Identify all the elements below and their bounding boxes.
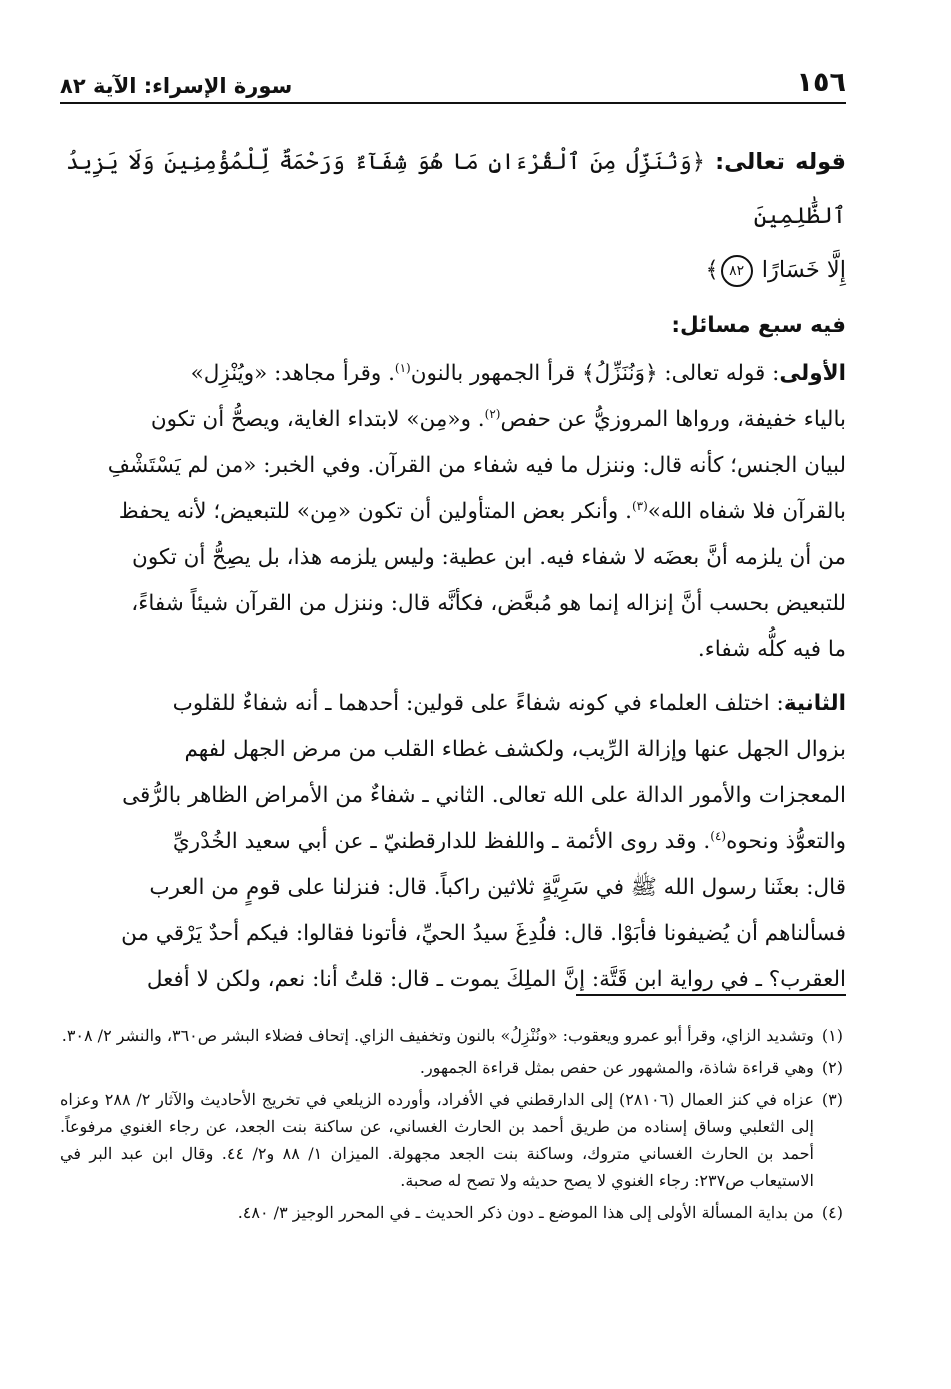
first-issue-text: . و«مِن» لابتداء الغاية، ويصحُّ أن تكون bbox=[150, 407, 485, 432]
running-title: سورة الإسراء: الآية ٨٢ bbox=[60, 74, 293, 98]
first-issue-line-2 bbox=[66, 397, 846, 443]
verse-line-1 bbox=[66, 135, 846, 243]
footnote-text: وهي قراءة شاذة، والمشهور عن حفص بمثل قراءة الجمهور. bbox=[419, 1058, 814, 1077]
first-issue-text: . وأنكر بعض المتأولين أن تكون «مِن» للتبعيض؛ لأنه يحفظ bbox=[118, 499, 632, 524]
footnote bbox=[60, 1054, 843, 1081]
issues-heading: فيه سبع مسائل: bbox=[671, 313, 846, 338]
footnote-ref-1: (١) bbox=[394, 360, 411, 375]
main-text bbox=[66, 135, 846, 1003]
footnotes bbox=[60, 1022, 843, 1231]
footnote-separator bbox=[576, 994, 846, 996]
first-issue-line-1 bbox=[66, 351, 846, 397]
footnote-number: (٣) bbox=[821, 1090, 843, 1109]
first-issue-line-5: من أن يلزمه أنَّ بعضَه لا شفاء فيه. ابن عطية: وليس يلزمه هذا، بل يصِحُّ أن تكون bbox=[132, 545, 846, 570]
footnote-number: (١) bbox=[821, 1026, 843, 1045]
second-issue-line-3: المعجزات والأمور الدالة على الله تعالى. الثاني ـ شفاءٌ من الأمراض الظاهر بالرُّقى bbox=[122, 783, 846, 808]
second-issue-line-7: العقرب؟ ـ في رواية ابن قَتَّة: إنَّ الملِكَ يموت ـ قال: قلتُ أنا: نعم، ولكن لا أفعل bbox=[146, 967, 846, 992]
first-issue-line-4 bbox=[66, 489, 846, 535]
second-issue-line-5: قال: بعثَنا رسول الله ﷺ في سَرِيَّةٍ ثلاثين راكباً. قال: فنزلنا على قومٍ من العرب bbox=[149, 875, 846, 900]
first-issue-line-3: لبيان الجنس؛ كأنه قال: وننزل ما فيه شفاء من القرآن. وفي الخبر: «من لم يَسْتَشْفِ bbox=[107, 453, 846, 478]
ayah-number-mark: ٨٢ bbox=[721, 255, 753, 287]
first-issue-text: بالقرآن فلا شفاه الله» bbox=[647, 499, 846, 524]
footnote-text: وتشديد الزاي، وقرأ أبو عمرو ويعقوب: «ونُنْزِلُ» بالنون وتخفيف الزاي. إتحاف فضلاء البشر ص٣٦٠، والنشر ٢/ ٣٠٨. bbox=[61, 1026, 814, 1045]
footnote bbox=[60, 1022, 843, 1049]
second-issue-line-4 bbox=[66, 819, 846, 865]
second-issue-text: : اختلف العلماء في كونه شفاءً على قولين: أحدهما ـ أنه شفاءٌ للقلوب bbox=[172, 691, 784, 716]
second-issue-line-1 bbox=[66, 681, 846, 727]
first-issue-text: بالياء خفيفة، ورواها المروزيُّ عن حفص bbox=[500, 407, 846, 432]
verse-close: ﴾ bbox=[705, 257, 719, 283]
footnote-text: من بداية المسألة الأولى إلى هذا الموضع ـ دون ذكر الحديث ـ في المحرر الوجيز ٣/ ٤٨٠. bbox=[237, 1203, 814, 1222]
footnote-number: (٤) bbox=[821, 1203, 843, 1222]
second-issue-text: والتعوُّذ ونحوه bbox=[726, 829, 846, 854]
verse-text-2: إِلَّا خَسَارًا bbox=[761, 257, 846, 283]
page-number: ١٥٦ bbox=[796, 67, 846, 98]
first-issue-lead: الأولى bbox=[779, 361, 846, 386]
header-rule bbox=[60, 102, 846, 104]
footnote bbox=[60, 1199, 843, 1226]
footnote-ref-2: (٢) bbox=[484, 406, 501, 421]
first-issue-line-6: للتبعيض بحسب أنَّ إنزاله إنما هو مُبعَّض، فكأنَّه قال: وننزل من القرآن شيئاً شفاءً، bbox=[131, 591, 846, 616]
second-issue-line-6: فسألناهم أن يُضيفونا فأبَوْا. قال: فلُدِغَ سيدُ الحيِّ، فأتونا فقالوا: فيكم أحدٌ يَرْقي من bbox=[121, 921, 846, 946]
footnote-ref-4: (٤) bbox=[710, 828, 727, 843]
first-issue-text: : قوله تعالى: ﴿وَنُنَزِّلُ﴾ قرأ الجمهور بالنون bbox=[410, 361, 780, 386]
second-issue-lead: الثانية bbox=[783, 691, 846, 716]
footnote bbox=[60, 1086, 843, 1194]
verse-line-2 bbox=[66, 243, 846, 297]
first-issue-line-7: ما فيه كلُّه شفاء. bbox=[697, 637, 846, 662]
footnote-ref-3: (٣) bbox=[631, 498, 648, 513]
first-issue-text: . وقرأ مجاهد: «ويُنْزِل» bbox=[190, 361, 395, 386]
second-issue-text: . وقد روى الأئمة ـ واللفظ للدارقطنيّ ـ عن أبي سعيد الخُدْريِّ bbox=[172, 829, 711, 854]
verse-text-1: ﴿وَنُنَزِّلُ مِنَ ٱلْقُرْءَانِ مَا هُوَ شِفَآءٌ وَرَحْمَةٌ لِّلْمُؤْمِنِينَ وَلَا يَزِيدُ ٱلظَّٰلِمِينَ bbox=[66, 149, 846, 229]
footnote-text: عزاه في كنز العمال (٢٨١٠٦) إلى الدارقطني في الأفراد، وأورده الزيلعي في تخريج الأحاديث والآثار ٢/ ٢٨٨ وعزاه إلى الثعلبي وساق إسناده من طريق أحمد بن الحارث الغساني، عن ساكنة بنت الجعد، عن رجاء الغنوي مرفوعاً. أحمد بن الحارث الغساني متروك، وساكنة بنت الجعد مجهولة. الميزان ١/ ٨٨ و٢/ ٤٤. وقال ابن عبد البر في الاستيعاب ص٢٣٧: رجاء الغنوي لا يصح حديثه ولا تصح له صحبة. bbox=[60, 1090, 814, 1190]
page-header bbox=[60, 64, 846, 98]
paragraph-gap bbox=[66, 673, 846, 681]
second-issue-line-2: بزوال الجهل عنها وإزالة الرِّيب، ولكشف غطاء القلب من مرض الجهل لفهم bbox=[184, 737, 846, 762]
footnote-number: (٢) bbox=[821, 1058, 843, 1077]
verse-lead: قوله تعالى: bbox=[704, 149, 846, 175]
